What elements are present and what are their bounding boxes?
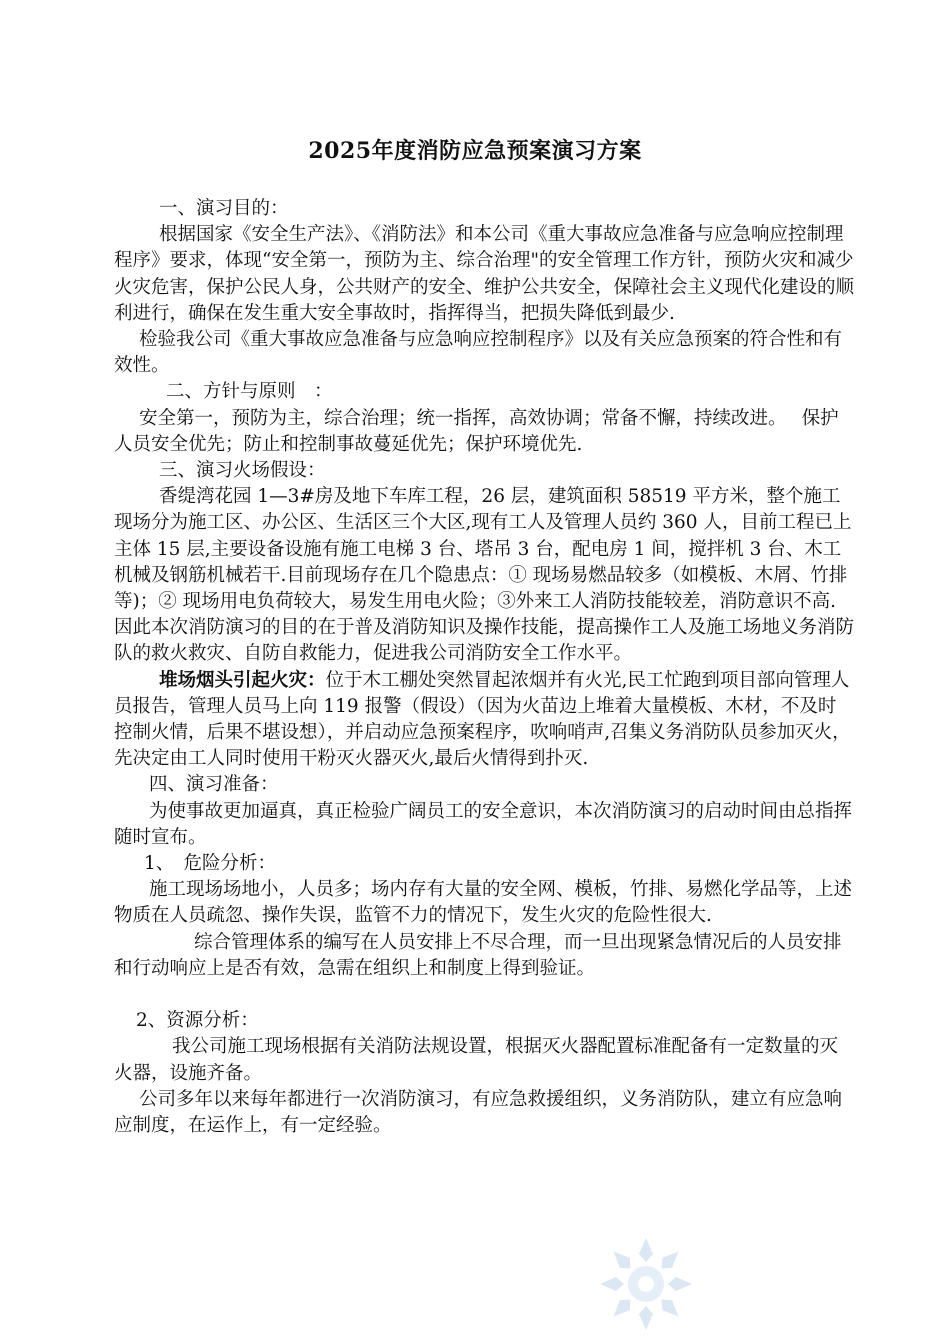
section-3-heading: 三、演习火场假设： (159, 460, 326, 482)
section-1-paragraph-1: 根据国家《安全生产法》、《消防法》和本公司《重大事故应急准备与应急响应控制理程序》要求，体现“安全第一，预防为主、综合治理"的安全管理工作方针，预防火灾和减少火灾危害，保护公民人身，公共财产的安全、维护公共安全，保障社会主义现代化建设的顺利进行，确保在发生重大安全事故时，指挥得当，把损失降低到最少. (114, 224, 855, 324)
fire-scenario-label: 堆场烟头引起火灾： (159, 669, 326, 691)
section-1-paragraph-2: 检验我公司《重大事故应急准备与应急响应控制程序》以及有关应急预案的符合性和有效性。 (114, 329, 843, 377)
document-title: 2025年度消防应急预案演习方案 (308, 138, 642, 164)
section-3-paragraph-1: 香缇湾花园 1—3#房及地下车库工程，26 层，建筑面积 58519 平方米，整个施工现场分为施工区、办公区、生活区三个大区,现有工人及管理人员约 360 人，目前工程已上主体 15 层,主要设备设施有施工电梯 3 台、塔吊 3 台，配电房 1 间，搅拌机 3 台、木工机械及钢筋机械若干.目前现场存在几个隐患点：① 现场易燃品较多（如模板、木屑、竹排等)；② 现场用电负荷较大，易发生用电火险；③外来工人消防技能较差，消防意识不高.因此本次消防演习的目的在于普及消防知识及操作技能，提高操作工人及施工场地义务消防队的救火救灾、自防自救能力，促进我公司消防安全工作水平。 (114, 486, 855, 665)
section-2-paragraph-1: 安全第一，预防为主，综合治理；统一指挥，高效协调；常备不懈，持续改进。 保护人员安全优先；防止和控制事故蔓延优先；保护环境优先. (114, 407, 839, 455)
subsection-4-2-paragraph-2: 公司多年以来每年都进行一次消防演习，有应急救援组织，义务消防队，建立有应急响应制度，在运作上，有一定经验。 (114, 1088, 843, 1136)
fire-scenario-text: 位于木工棚处突然冒起浓烟并有火光,民工忙跑到项目部向管理人员报告，管理人员马上向 119 报警（假设）（因为火苗边上堆着大量模板、木材，不及时控制火情，后果不堪设想），并启动应急预案程序，吹响哨声,召集义务消防队员参加灭火，先决定由工人同时使用干粉灭火器灭火,最后火情得到扑灭. (114, 669, 851, 770)
section-1-heading: 一、演习目的： (159, 198, 289, 219)
section-4-heading: 四、演习准备： (149, 774, 279, 796)
subsection-4-1-paragraph-2: 综合管理体系的编写在人员安排上不尽合理，而一旦出现紧急情况后的人员安排和行动响应上是否有效，急需在组织上和制度上得到验证。 (114, 931, 842, 979)
section-3-paragraph-2 (114, 668, 854, 773)
subsection-4-1-heading: 1、 危险分析： (144, 853, 277, 875)
subsection-4-2-paragraph-1: 我公司施工现场根据有关消防法规设置，根据灭火器配置标准配备有一定数量的灭火器，设施齐备。 (114, 1036, 839, 1084)
snowflake-logo-icon (596, 1234, 696, 1334)
document-body (114, 196, 854, 1139)
subsection-4-1-paragraph-1: 施工现场场地小，人员多；场内存有大量的安全网、模板，竹排、易燃化学品等，上述物质在人员疏忽、操作失误，监管不力的情况下，发生火灾的危险性很大. (114, 879, 853, 927)
paragraph-gap (114, 982, 854, 1008)
section-4-paragraph-1: 为使事故更加逼真，真正检验广阔员工的安全意识，本次消防演习的启动时间由总指挥随时宣布。 (114, 800, 853, 848)
section-2-heading: 二、方针与原则 ： (166, 381, 333, 403)
subsection-4-2-heading: 2、资源分析： (136, 1010, 259, 1032)
